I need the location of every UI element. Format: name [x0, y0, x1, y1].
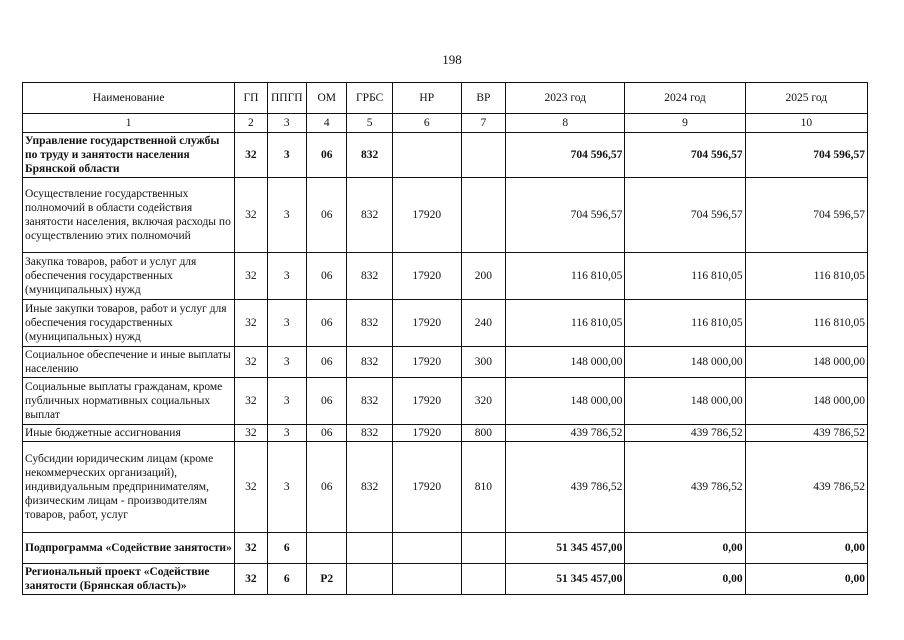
code-cell: 06 — [307, 178, 347, 253]
code-cell: 06 — [307, 253, 347, 300]
code-cell: 200 — [461, 253, 505, 300]
column-number-cell: 9 — [625, 114, 745, 133]
amount-cell: 148 000,00 — [506, 347, 625, 378]
code-cell — [461, 133, 505, 178]
code-cell — [307, 533, 347, 564]
code-cell: 3 — [267, 178, 306, 253]
amount-cell: 704 596,57 — [506, 133, 625, 178]
code-cell: 3 — [267, 133, 306, 178]
code-cell: 17920 — [392, 253, 461, 300]
code-cell: 3 — [267, 442, 306, 533]
code-cell: 3 — [267, 300, 306, 347]
amount-cell: 116 810,05 — [745, 253, 867, 300]
table-row — [23, 347, 868, 378]
code-cell: 300 — [461, 347, 505, 378]
table-row — [23, 300, 868, 347]
budget-table — [22, 82, 868, 595]
table-row — [23, 442, 868, 533]
table-row — [23, 564, 868, 595]
code-cell: 32 — [235, 533, 267, 564]
amount-cell: 704 596,57 — [625, 178, 745, 253]
column-number-cell: 3 — [267, 114, 306, 133]
column-number-cell: 5 — [347, 114, 392, 133]
code-cell: 240 — [461, 300, 505, 347]
header-cell: НР — [392, 83, 461, 114]
column-number-cell: 1 — [23, 114, 235, 133]
code-cell: 06 — [307, 347, 347, 378]
column-number-cell: 8 — [506, 114, 625, 133]
code-cell: 832 — [347, 300, 392, 347]
row-name-cell: Иные бюджетные ассигнования — [23, 425, 235, 442]
amount-cell: 116 810,05 — [625, 300, 745, 347]
table-row — [23, 425, 868, 442]
code-cell: 32 — [235, 253, 267, 300]
code-cell: 832 — [347, 178, 392, 253]
code-cell: P2 — [307, 564, 347, 595]
code-cell: 320 — [461, 378, 505, 425]
code-cell: 3 — [267, 253, 306, 300]
code-cell: 832 — [347, 347, 392, 378]
code-cell: 832 — [347, 442, 392, 533]
code-cell — [347, 533, 392, 564]
amount-cell: 439 786,52 — [506, 442, 625, 533]
amount-cell: 439 786,52 — [745, 442, 867, 533]
amount-cell: 704 596,57 — [625, 133, 745, 178]
code-cell: 17920 — [392, 178, 461, 253]
code-cell — [461, 178, 505, 253]
code-cell: 832 — [347, 133, 392, 178]
code-cell: 06 — [307, 133, 347, 178]
amount-cell: 704 596,57 — [506, 178, 625, 253]
column-number-cell: 2 — [235, 114, 267, 133]
amount-cell: 704 596,57 — [745, 133, 867, 178]
amount-cell: 439 786,52 — [625, 425, 745, 442]
header-cell: Наименование — [23, 83, 235, 114]
column-number-cell: 4 — [307, 114, 347, 133]
amount-cell: 0,00 — [745, 533, 867, 564]
code-cell: 06 — [307, 425, 347, 442]
column-number-cell: 10 — [745, 114, 867, 133]
code-cell — [461, 533, 505, 564]
amount-cell: 0,00 — [625, 533, 745, 564]
code-cell: 17920 — [392, 442, 461, 533]
code-cell: 32 — [235, 300, 267, 347]
row-name-cell: Региональный проект «Содействие занятости (Брянская область)» — [23, 564, 235, 595]
code-cell: 32 — [235, 378, 267, 425]
code-cell — [461, 564, 505, 595]
row-name-cell: Подпрограмма «Содействие занятости» — [23, 533, 235, 564]
amount-cell: 0,00 — [745, 564, 867, 595]
code-cell: 32 — [235, 425, 267, 442]
code-cell: 832 — [347, 253, 392, 300]
amount-cell: 51 345 457,00 — [506, 533, 625, 564]
code-cell: 3 — [267, 425, 306, 442]
header-cell: 2023 год — [506, 83, 625, 114]
amount-cell: 116 810,05 — [625, 253, 745, 300]
amount-cell: 148 000,00 — [745, 378, 867, 425]
code-cell: 832 — [347, 425, 392, 442]
header-row — [23, 83, 868, 114]
header-cell: ОМ — [307, 83, 347, 114]
amount-cell: 148 000,00 — [745, 347, 867, 378]
code-cell — [392, 564, 461, 595]
amount-cell: 116 810,05 — [745, 300, 867, 347]
table-row — [23, 178, 868, 253]
header-cell: ГРБС — [347, 83, 392, 114]
code-cell: 800 — [461, 425, 505, 442]
code-cell: 06 — [307, 378, 347, 425]
amount-cell: 116 810,05 — [506, 253, 625, 300]
row-name-cell: Социальное обеспечение и иные выплаты населению — [23, 347, 235, 378]
code-cell: 06 — [307, 442, 347, 533]
amount-cell: 0,00 — [625, 564, 745, 595]
code-cell: 810 — [461, 442, 505, 533]
column-number-cell: 7 — [461, 114, 505, 133]
row-name-cell: Иные закупки товаров, работ и услуг для обеспечения государственных (муниципальных) нужд — [23, 300, 235, 347]
code-cell: 3 — [267, 347, 306, 378]
amount-cell: 439 786,52 — [506, 425, 625, 442]
code-cell: 06 — [307, 300, 347, 347]
column-number-cell: 6 — [392, 114, 461, 133]
row-name-cell: Закупка товаров, работ и услуг для обеспечения государственных (муниципальных) нужд — [23, 253, 235, 300]
header-cell: ВР — [461, 83, 505, 114]
row-name-cell: Управление государственной службы по труду и занятости населения Брянской области — [23, 133, 235, 178]
amount-cell: 116 810,05 — [506, 300, 625, 347]
header-cell: 2024 год — [625, 83, 745, 114]
code-cell: 832 — [347, 378, 392, 425]
code-cell: 17920 — [392, 300, 461, 347]
amount-cell: 148 000,00 — [625, 378, 745, 425]
amount-cell: 148 000,00 — [506, 378, 625, 425]
code-cell: 17920 — [392, 425, 461, 442]
table-row — [23, 133, 868, 178]
table-row — [23, 533, 868, 564]
table-row — [23, 378, 868, 425]
amount-cell: 439 786,52 — [745, 425, 867, 442]
row-name-cell: Осуществление государственных полномочий в области содействия занятости населения, включая расходы по осуществлению этих полномочий — [23, 178, 235, 253]
code-cell: 32 — [235, 133, 267, 178]
code-cell: 32 — [235, 178, 267, 253]
row-name-cell: Социальные выплаты гражданам, кроме публичных нормативных социальных выплат — [23, 378, 235, 425]
code-cell: 32 — [235, 442, 267, 533]
amount-cell: 439 786,52 — [625, 442, 745, 533]
code-cell: 17920 — [392, 378, 461, 425]
code-cell — [392, 533, 461, 564]
code-cell — [392, 133, 461, 178]
amount-cell: 704 596,57 — [745, 178, 867, 253]
header-cell: ГП — [235, 83, 267, 114]
amount-cell: 148 000,00 — [625, 347, 745, 378]
code-cell: 6 — [267, 533, 306, 564]
table-row — [23, 253, 868, 300]
code-cell: 3 — [267, 378, 306, 425]
code-cell — [347, 564, 392, 595]
row-name-cell: Субсидии юридическим лицам (кроме некоммерческих организаций), индивидуальным предпринимателям, физическим лицам - производителям товаров, работ, услуг — [23, 442, 235, 533]
code-cell: 32 — [235, 347, 267, 378]
header-cell: 2025 год — [745, 83, 867, 114]
code-cell: 6 — [267, 564, 306, 595]
page-number: 198 — [442, 52, 462, 67]
column-number-row — [23, 114, 868, 133]
code-cell: 17920 — [392, 347, 461, 378]
amount-cell: 51 345 457,00 — [506, 564, 625, 595]
code-cell: 32 — [235, 564, 267, 595]
header-cell: ППГП — [267, 83, 306, 114]
